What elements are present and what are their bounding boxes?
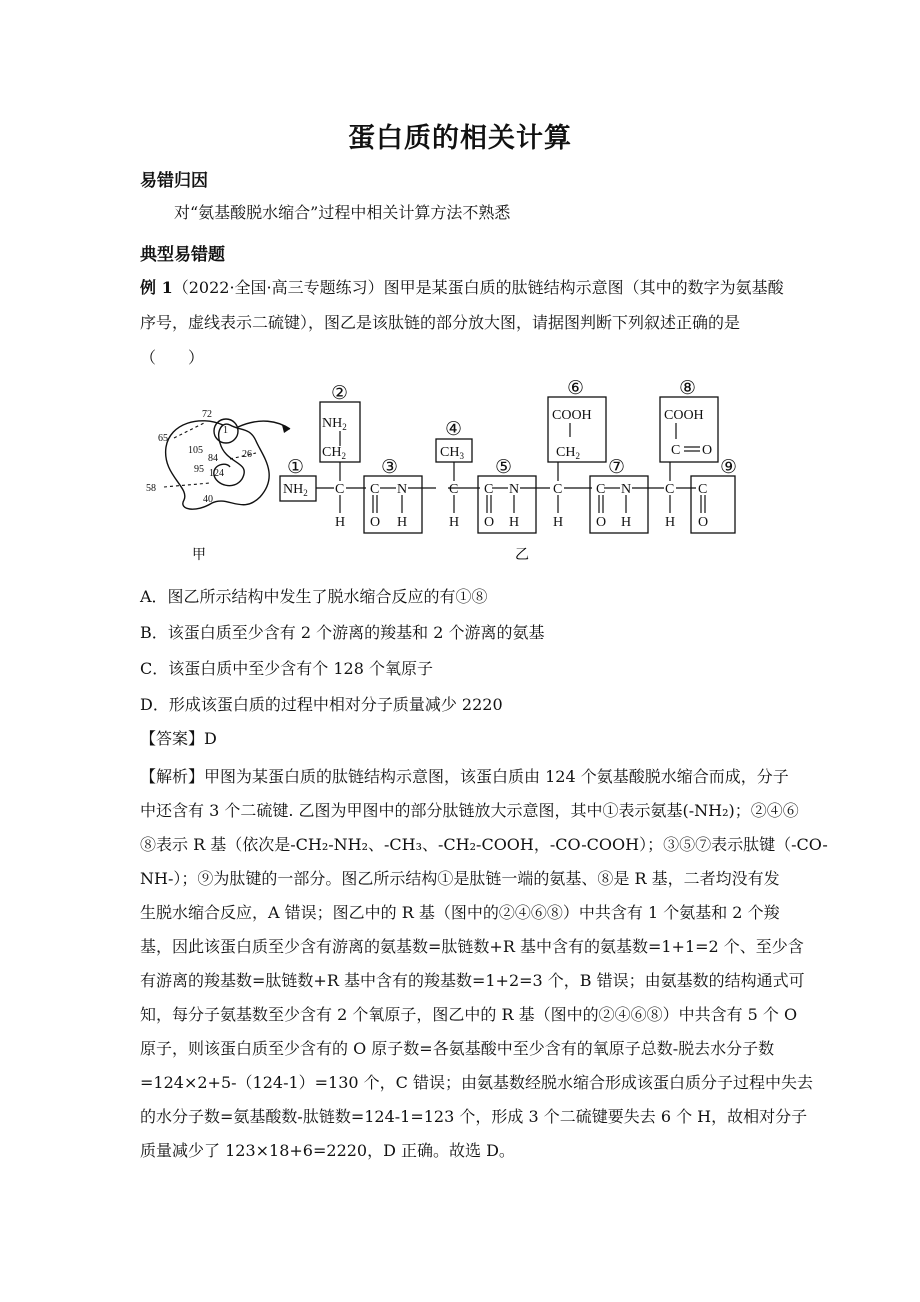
peptide-diagram bbox=[130, 375, 780, 570]
svg-text:C: C bbox=[553, 482, 563, 497]
section-heading-typical-problems: 典型易错题 bbox=[140, 245, 225, 265]
cooh-r-group-8: COOH bbox=[664, 408, 704, 423]
analysis-line-5: 生脱水缩合反应，A 错误；图乙中的 R 基（图中的②④⑥⑧）中共含有 1 个氨基和 2 个羧 bbox=[140, 903, 780, 922]
answer: 【答案】D bbox=[140, 729, 217, 748]
svg-text:⑧: ⑧ bbox=[679, 377, 697, 399]
analysis-line-6: 基，因此该蛋白质至少含有游离的氨基数=肽链数+R 基中含有的氨基数=1+1=2 个、至少含 bbox=[140, 937, 804, 956]
error-cause-text: 对“氨基酸脱水缩合”过程中相关计算方法不熟悉 bbox=[174, 203, 511, 222]
figure-label-yi: 乙 bbox=[515, 547, 529, 563]
analysis-line-10: =124×2+5-（124-1）=130 个，C 错误；由氨基数经脱水缩合形成该蛋白质分子过程中失去 bbox=[140, 1073, 814, 1092]
analysis-line-3: ⑧表示 R 基（依次是-CH₂-NH₂、-CH₃、-CH₂-COOH，-CO-COOH）；③⑤⑦表示肽键（-CO- bbox=[140, 835, 828, 854]
svg-text:N: N bbox=[621, 482, 632, 497]
svg-text:③: ③ bbox=[381, 456, 399, 478]
svg-text:⑨: ⑨ bbox=[720, 456, 738, 478]
svg-text:105: 105 bbox=[188, 445, 203, 456]
svg-text:⑦: ⑦ bbox=[608, 456, 626, 478]
svg-text:O: O bbox=[702, 443, 713, 458]
svg-text:H: H bbox=[335, 515, 346, 530]
nh2-r-group: $NH_2$ bbox=[322, 416, 347, 432]
svg-text:O: O bbox=[596, 515, 607, 530]
nh2-terminal: $NH_2$ bbox=[283, 482, 308, 498]
svg-text:65: 65 bbox=[158, 433, 168, 444]
svg-text:C: C bbox=[335, 482, 345, 497]
svg-text:H: H bbox=[509, 515, 520, 530]
svg-text:1: 1 bbox=[223, 425, 228, 436]
option-c: C．该蛋白质中至少含有个 128 个氧原子 bbox=[140, 659, 433, 678]
svg-text:H: H bbox=[449, 515, 460, 530]
svg-text:N: N bbox=[509, 482, 520, 497]
svg-text:H: H bbox=[665, 515, 676, 530]
svg-text:58: 58 bbox=[146, 483, 156, 494]
svg-text:②: ② bbox=[331, 382, 349, 404]
question-line-1: 例 1（2022·全国·高三专题练习）图甲是某蛋白质的肽链结构示意图（其中的数字为氨基酸 bbox=[140, 278, 784, 297]
svg-text:124: 124 bbox=[209, 468, 224, 479]
svg-text:26: 26 bbox=[242, 449, 252, 460]
svg-text:H: H bbox=[621, 515, 632, 530]
svg-text:H: H bbox=[553, 515, 564, 530]
svg-text:40: 40 bbox=[203, 494, 213, 505]
svg-text:⑥: ⑥ bbox=[567, 377, 585, 399]
peptide-figure bbox=[130, 375, 780, 570]
ch2-r-group: $CH_2$ bbox=[322, 445, 346, 461]
svg-text:C: C bbox=[698, 482, 708, 497]
svg-text:H: H bbox=[397, 515, 408, 530]
option-b: B．该蛋白质至少含有 2 个游离的羧基和 2 个游离的氨基 bbox=[140, 623, 545, 642]
svg-text:C: C bbox=[596, 482, 606, 497]
figure-label-jia: 甲 bbox=[192, 547, 206, 563]
svg-text:O: O bbox=[370, 515, 381, 530]
svg-text:C: C bbox=[671, 443, 681, 458]
analysis-line-9: 原子，则该蛋白质至少含有的 O 原子数=各氨基酸中至少含有的氧原子总数-脱去水分子数 bbox=[140, 1039, 775, 1058]
page-title: 蛋白质的相关计算 bbox=[348, 123, 572, 154]
svg-text:C: C bbox=[370, 482, 380, 497]
question-label: 例 1 bbox=[140, 278, 173, 297]
analysis-line-7: 有游离的羧基数=肽链数+R 基中含有的羧基数=1+2=3 个，B 错误；由氨基数的结构通式可 bbox=[140, 971, 805, 990]
svg-text:72: 72 bbox=[202, 409, 212, 420]
ch2-r-group-6: $CH_2$ bbox=[556, 445, 580, 461]
analysis-line-2: 中还含有 3 个二硫键. 乙图为甲图中的部分肽链放大示意图，其中①表示氨基(-NH₂)；②④⑥ bbox=[140, 801, 799, 820]
svg-text:C: C bbox=[484, 482, 494, 497]
option-a: A．图乙所示结构中发生了脱水缩合反应的有①⑧ bbox=[140, 587, 488, 606]
analysis-line-12: 质量减少了 123×18+6=2220，D 正确。故选 D。 bbox=[140, 1141, 515, 1160]
question-line-3: （ ） bbox=[140, 348, 205, 367]
svg-text:①: ① bbox=[287, 456, 305, 478]
question-line-2: 序号，虚线表示二硫键），图乙是该肽链的部分放大图，请据图判断下列叙述正确的是 bbox=[140, 313, 741, 332]
svg-text:84: 84 bbox=[208, 453, 218, 464]
svg-text:N: N bbox=[397, 482, 408, 497]
svg-text:O: O bbox=[698, 515, 709, 530]
svg-text:95: 95 bbox=[194, 464, 204, 475]
svg-text:④: ④ bbox=[445, 418, 463, 440]
cooh-r-group-6: COOH bbox=[552, 408, 592, 423]
section-heading-error-cause: 易错归因 bbox=[140, 171, 208, 191]
svg-text:C: C bbox=[665, 482, 675, 497]
option-d: D．形成该蛋白质的过程中相对分子质量减少 2220 bbox=[140, 695, 503, 714]
svg-text:⑤: ⑤ bbox=[495, 456, 513, 478]
svg-text:O: O bbox=[484, 515, 495, 530]
analysis-line-11: 的水分子数=氨基酸数-肽链数=124-1=123 个，形成 3 个二硫键要失去 6 个 H，故相对分子 bbox=[140, 1107, 808, 1126]
ch3-r-group: $CH_3$ bbox=[440, 445, 464, 461]
analysis-line-8: 知，每分子氨基数至少含有 2 个氧原子，图乙中的 R 基（图中的②④⑥⑧）中共含有 5 个 O bbox=[140, 1005, 798, 1024]
svg-text:C: C bbox=[449, 482, 459, 497]
analysis-line-4: NH-）；⑨为肽键的一部分。图乙所示结构①是肽链一端的氨基、⑧是 R 基，二者均没有发 bbox=[140, 869, 780, 888]
analysis-line-1: 【解析】甲图为某蛋白质的肽链结构示意图，该蛋白质由 124 个氨基酸脱水缩合而成，分子 bbox=[140, 767, 789, 786]
